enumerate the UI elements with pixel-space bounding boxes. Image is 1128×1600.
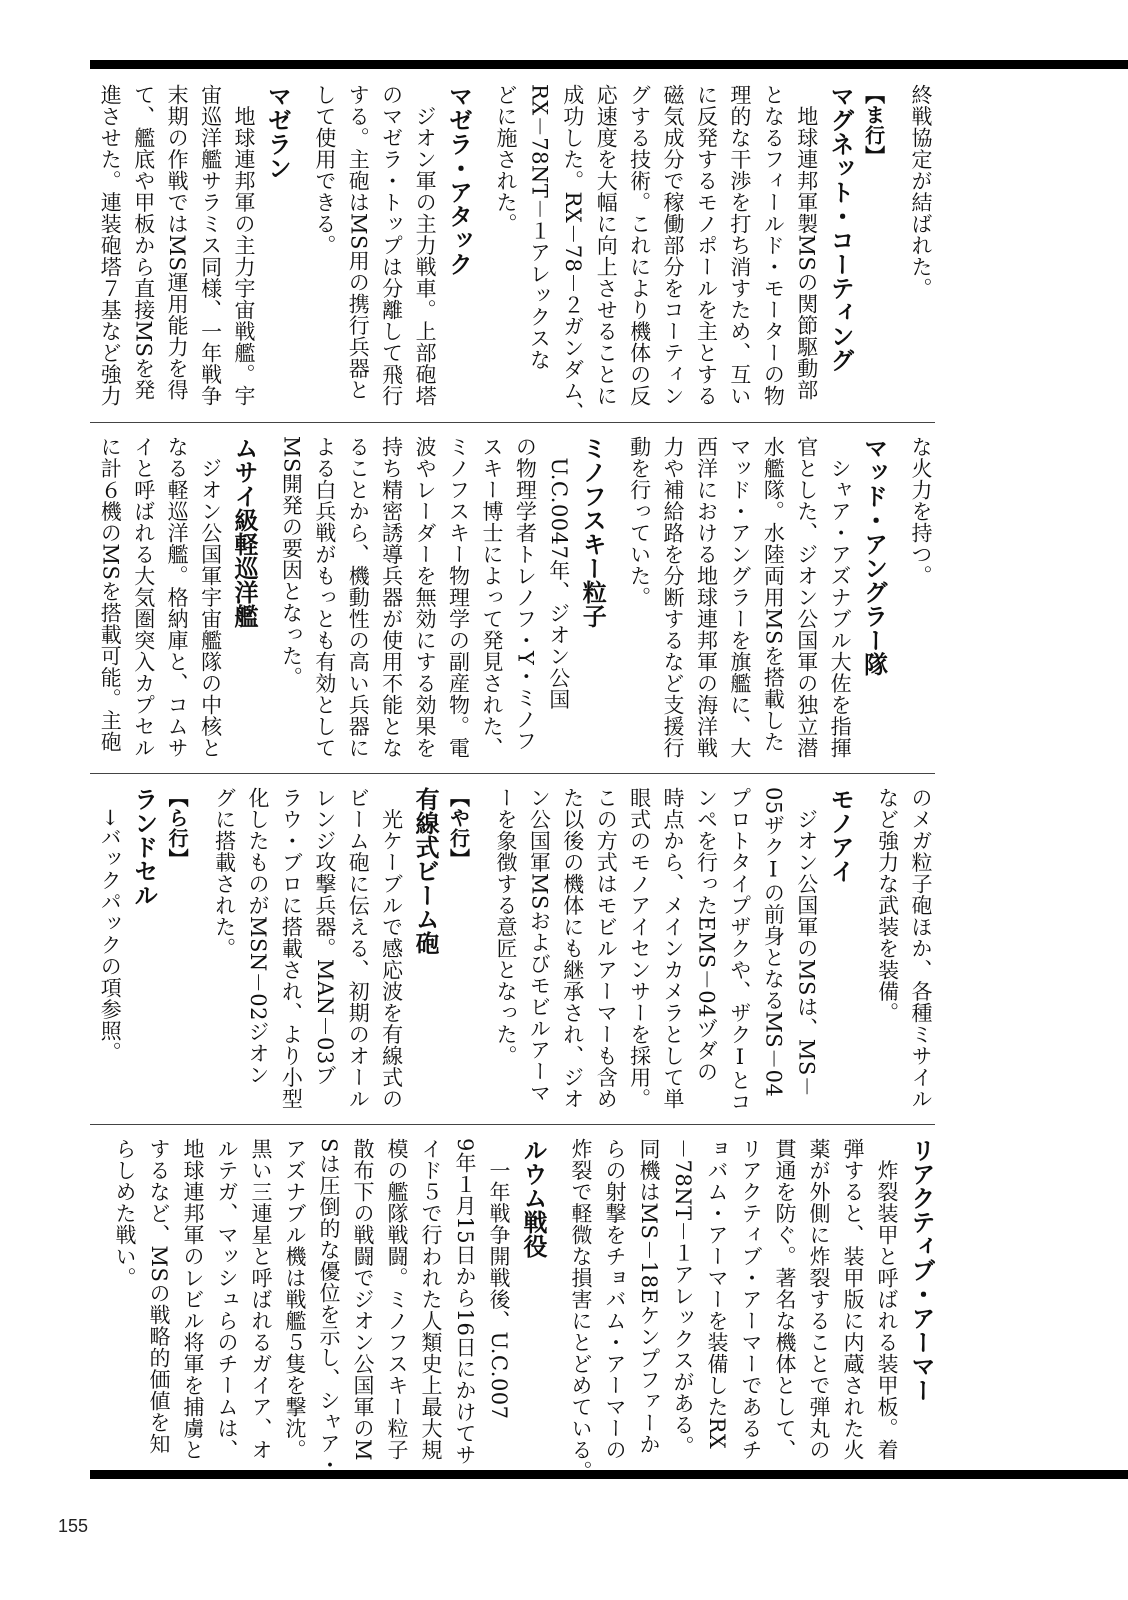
text-column: プロトタイプザクや、ザクⅠとコ bbox=[727, 787, 752, 1113]
text-column: のメガ粒子砲ほか、各種ミサイル bbox=[909, 787, 933, 1110]
text-column: 模の艦隊戦闘。ミノフスキー粒子 bbox=[385, 1138, 409, 1461]
text-column: グする技術。これにより機体の反 bbox=[627, 84, 652, 407]
text-column: グに搭載された。 bbox=[212, 787, 237, 959]
text-column: Sは圧倒的な優位を示し、シャア・ bbox=[317, 1138, 341, 1476]
text-column: レンジ攻撃兵器。MAN－03ブ bbox=[312, 787, 337, 1087]
entry-heading: 有線式ビーム砲 bbox=[411, 787, 440, 955]
text-column: 炸裂装甲と呼ばれる装甲板。着 bbox=[875, 1138, 899, 1461]
text-column: する。主砲はMS用の携行兵器と bbox=[346, 84, 371, 401]
text-column: ルテガ、マッシュらのチームは、 bbox=[215, 1138, 239, 1461]
text-column: この方式はモビルアーマーも含め bbox=[594, 787, 619, 1110]
text-column: イド５で行われた人類史上最大規 bbox=[419, 1138, 443, 1461]
text-column: マッド・アングラーを旗艦に、大 bbox=[727, 436, 752, 759]
text-column: 薬が外側に炸裂することで弾丸の bbox=[807, 1138, 831, 1461]
entry-heading: マグネット・コーティング bbox=[826, 84, 855, 372]
text-column: よる白兵戦がもっとも有効として bbox=[312, 436, 337, 759]
text-column: 宙巡洋艦サラミス同様、一年戦争 bbox=[198, 84, 223, 407]
text-column: スキー博士によって発見された、 bbox=[479, 436, 504, 759]
text-column: 光ケーブルで感応波を有線式の bbox=[379, 787, 404, 1110]
section-label: 【や行】 bbox=[446, 787, 471, 869]
text-column: 時点から、メインカメラとして単 bbox=[661, 787, 686, 1110]
text-column: に計６機のMSを搭載可能。主砲 bbox=[98, 436, 123, 753]
text-column: 9年１月15日から16日にかけてサ bbox=[453, 1138, 477, 1466]
bottom-rule bbox=[90, 1470, 1128, 1479]
entry-heading: マゼラ・アタック bbox=[444, 84, 473, 276]
text-column: するなど、MSの戦略的価値を知 bbox=[147, 1138, 171, 1455]
text-column: 化したものがMSN－02ジオン bbox=[245, 787, 270, 1086]
text-column: 炸裂で軽微な損害にとどめている。 bbox=[569, 1138, 593, 1482]
text-column: MS開発の要因となった。 bbox=[279, 436, 304, 688]
text-column: 水艦隊。水陸両用MSを搭載した bbox=[761, 436, 786, 753]
text-column: →バックパックの項参照。 bbox=[98, 787, 123, 1064]
text-column: らしめた戦い。 bbox=[113, 1138, 137, 1289]
text-tier-2 bbox=[92, 436, 936, 768]
entry-heading: モノアイ bbox=[826, 787, 855, 883]
text-column: ラウ・ブロに搭載され、より小型 bbox=[279, 787, 304, 1110]
text-column: 黒い三連星と呼ばれるガイア、オ bbox=[249, 1138, 273, 1461]
entry-heading: リアクティブ・アーマー bbox=[907, 1138, 935, 1402]
text-column: 磁気成分で稼働部分をコーティン bbox=[661, 84, 686, 407]
text-column: 末期の作戦ではMS運用能力を得 bbox=[165, 84, 190, 401]
text-column: 波やレーダーを無効にする効果を bbox=[413, 436, 438, 759]
text-column: 成功した。RX－78－２ガンダム、 bbox=[560, 84, 585, 423]
text-column: 眼式のモノアイセンサーを採用。 bbox=[627, 787, 652, 1110]
text-column: らの射撃をチョバム・アーマーの bbox=[603, 1138, 627, 1461]
text-column: て、艦底や甲板から直接MSを発 bbox=[131, 84, 156, 401]
text-tier-3 bbox=[92, 787, 936, 1119]
text-column: ジオン公国軍のMSは、MS－ bbox=[794, 787, 819, 1098]
text-column: 地球連邦軍の主力宇宙戦艦。宇 bbox=[231, 84, 256, 407]
text-column: どに施された。 bbox=[493, 84, 518, 235]
text-column: 応速度を大幅に向上させることに bbox=[594, 84, 619, 407]
entry-heading: ミノフスキー粒子 bbox=[578, 436, 607, 628]
text-column: ョバム・アーマーを装備したRX bbox=[705, 1138, 729, 1450]
text-column: 終戦協定が結ばれた。 bbox=[909, 84, 933, 299]
text-column: ビーム砲に伝える、初期のオール bbox=[346, 787, 371, 1110]
text-column: 貫通を防ぐ。著名な機体として、 bbox=[773, 1138, 797, 1461]
text-column: のマゼラ・トップは分離して飛行 bbox=[379, 84, 404, 407]
text-column: ミノフスキー物理学の副産物。電 bbox=[446, 436, 471, 759]
text-column: ン公国軍MSおよびモビルアーマ bbox=[527, 787, 552, 1104]
text-column: な火力を持つ。 bbox=[909, 436, 933, 587]
text-column: 同機はMS－18Eケンプファーか bbox=[637, 1138, 661, 1455]
tier-divider bbox=[90, 773, 935, 774]
text-column: 弾すると、装甲版に内蔵された火 bbox=[841, 1138, 865, 1461]
text-column: など強力な武装を装備。 bbox=[875, 787, 900, 1024]
text-column: リアクティブ・アーマーであるチ bbox=[739, 1138, 763, 1461]
text-column: 地球連邦軍製MSの関節駆動部 bbox=[794, 84, 819, 401]
section-label: 【ま行】 bbox=[861, 84, 886, 166]
entry-heading: マッド・アングラー隊 bbox=[859, 436, 888, 676]
entry-heading: ランドセル bbox=[129, 787, 158, 907]
top-rule bbox=[90, 60, 1128, 69]
text-column: シャア・アズナブル大佐を指揮 bbox=[828, 436, 853, 759]
text-column: 進させた。連装砲塔７基など強力 bbox=[98, 84, 123, 407]
text-column: となるフィールド・モーターの物 bbox=[761, 84, 786, 407]
text-column: なる軽巡洋艦。格納庫と、コムサ bbox=[165, 436, 190, 759]
text-column: 官とした、ジオン公国軍の独立潜 bbox=[794, 436, 819, 759]
section-label: 【ら行】 bbox=[165, 787, 190, 869]
text-column: ジオン公国軍宇宙艦隊の中核と bbox=[198, 436, 223, 759]
text-column: の物理学者トレノフ・Y・ミノフ bbox=[513, 436, 538, 752]
tier-divider bbox=[90, 1124, 935, 1125]
text-tier-4 bbox=[92, 1138, 936, 1482]
text-column: 05ザクⅠの前身となるMS－04 bbox=[761, 787, 786, 1098]
text-column: ンペを行ったEMS－04ヅダの bbox=[694, 787, 719, 1083]
page-number: 155 bbox=[58, 1516, 89, 1536]
text-column: 持ち精密誘導兵器が使用不能とな bbox=[379, 436, 404, 759]
text-column: ることから、機動性の高い兵器に bbox=[346, 436, 371, 759]
text-column: 理的な干渉を打ち消すため、互い bbox=[727, 84, 752, 407]
text-column: 動を行っていた。 bbox=[627, 436, 652, 608]
text-column: －78NT－１アレックスがある。 bbox=[671, 1138, 695, 1458]
text-column: RX－78NT－１アレックスな bbox=[527, 84, 552, 371]
text-column: 力や補給路を分断するなど支援行 bbox=[661, 436, 686, 759]
text-column: 西洋における地球連邦軍の海洋戦 bbox=[694, 436, 719, 759]
text-column: た以後の機体にも継承され、ジオ bbox=[560, 787, 585, 1110]
text-tier-1 bbox=[92, 84, 936, 423]
entry-heading: ルウム戦役 bbox=[519, 1138, 547, 1258]
text-column: アズナブル機は戦艦５隻を撃沈。 bbox=[283, 1138, 307, 1461]
text-column: 地球連邦軍のレビル将軍を捕虜と bbox=[181, 1138, 205, 1461]
text-column: して使用できる。 bbox=[312, 84, 337, 256]
text-column: 散布下の戦闘でジオン公国軍のM bbox=[351, 1138, 375, 1462]
text-column: に反発するモノポールを主とする bbox=[694, 84, 719, 407]
text-column: 一年戦争開戦後、U.C.007 bbox=[487, 1138, 511, 1420]
text-column: イと呼ばれる大気圏突入カプセル bbox=[131, 436, 156, 759]
text-column: U.C.0047年、ジオン公国 bbox=[546, 436, 571, 710]
text-column: ジオン軍の主力戦車。上部砲塔 bbox=[413, 84, 438, 407]
tier-divider bbox=[90, 422, 935, 423]
text-column: ーを象徴する意匠となった。 bbox=[493, 787, 518, 1067]
entry-heading: ムサイ級軽巡洋艦 bbox=[229, 436, 258, 628]
entry-heading: マゼラン bbox=[263, 84, 292, 180]
